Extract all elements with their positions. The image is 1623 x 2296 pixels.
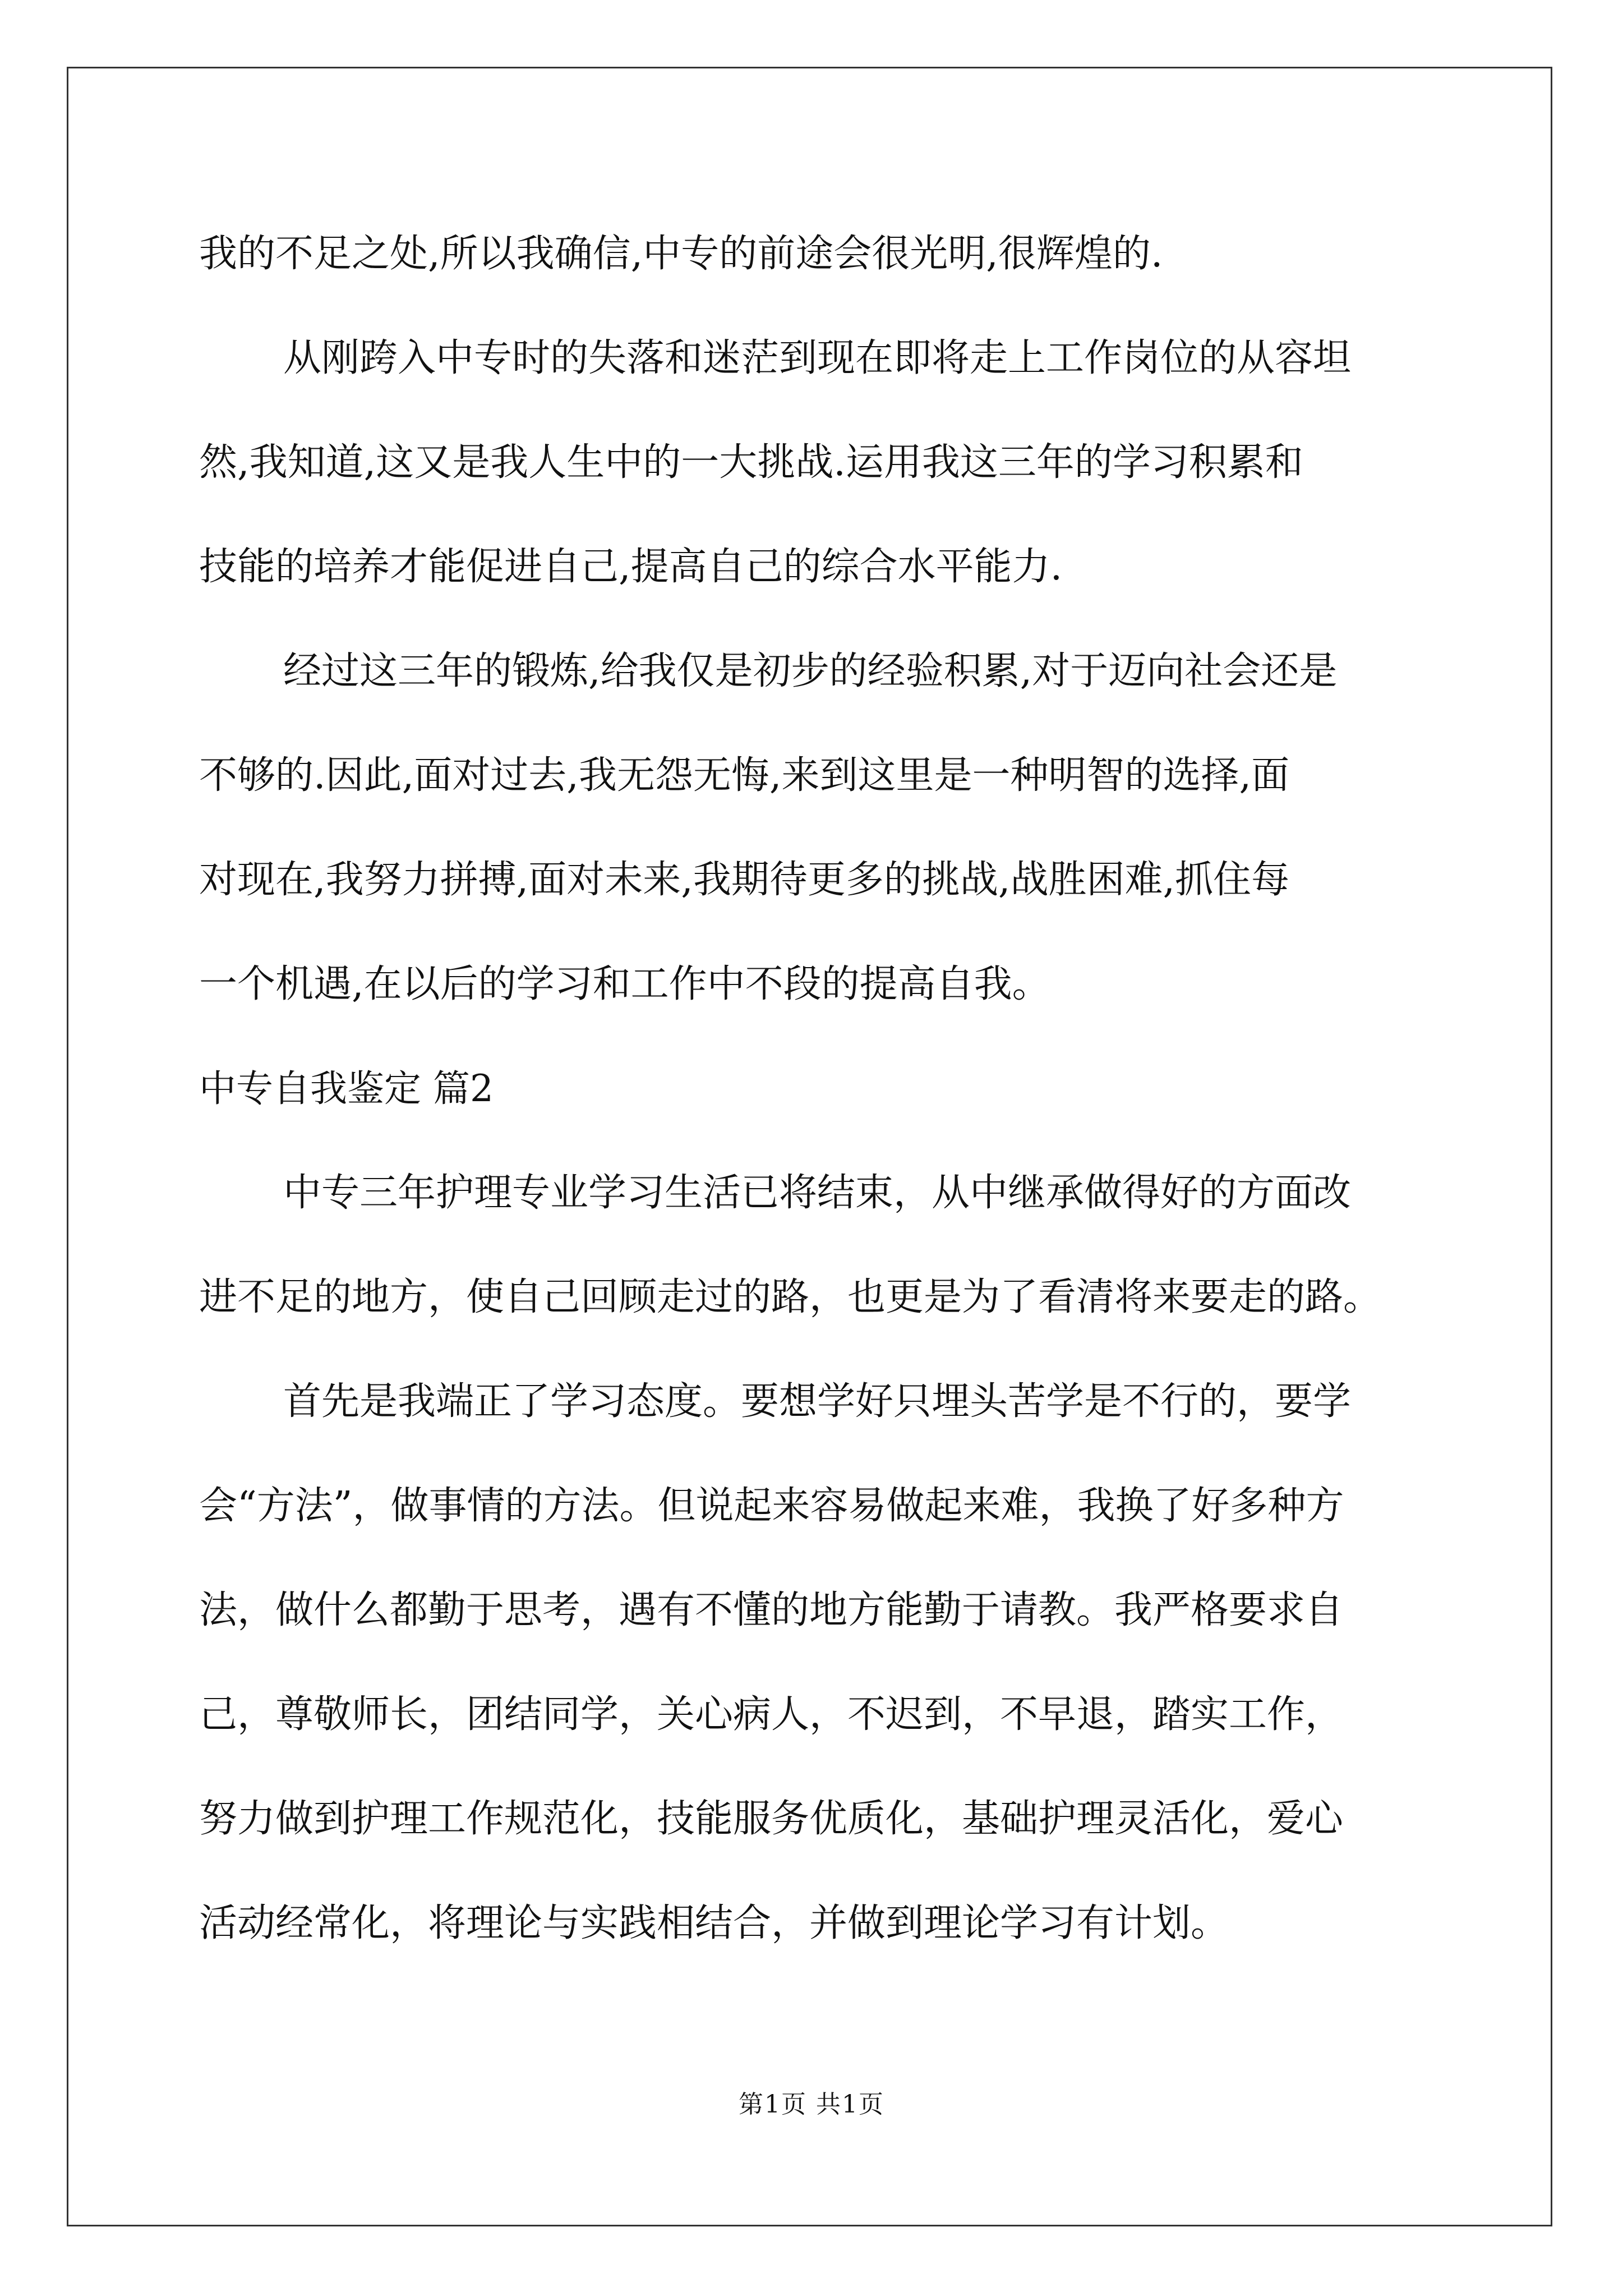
text-line: 我的不足之处,所以我确信,中专的前途会很光明,很辉煌的.: [199, 232, 1163, 276]
text-line: 然,我知道,这又是我人生中的一大挑战.运用我这三年的学习积累和: [199, 440, 1303, 485]
text-line: 经过这三年的锻炼,给我仅是初步的经验积累,对于迈向社会还是: [283, 649, 1338, 693]
page-footer: 第1页 共1页: [739, 2090, 884, 2119]
text-line: 对现在,我努力拼搏,面对未来,我期待更多的挑战,战胜困难,抓住每: [199, 858, 1290, 902]
section-heading: 中专自我鉴定 篇2: [199, 1067, 494, 1110]
document-body: [199, 202, 1467, 1976]
text-line: 己，尊敬师长，团结同学，关心病人，不迟到，不早退，踏实工作，: [199, 1692, 1344, 1737]
text-line: 从刚跨入中专时的失落和迷茫到现在即将走上工作岗位的从容坦: [283, 336, 1352, 380]
text-line: 技能的培养才能促进自己,提高自己的综合水平能力.: [199, 545, 1063, 589]
text-line: 不够的.因此,面对过去,我无怨无悔,来到这里是一种明智的选择,面: [199, 753, 1290, 798]
text-line: 进不足的地方，使自己回顾走过的路，也更是为了看清将来要走的路。: [199, 1275, 1382, 1319]
text-line: 法，做什么都勤于思考，遇有不懂的地方能勤于请教。我严格要求自: [199, 1588, 1344, 1632]
text-line: 会“方法”，做事情的方法。但说起来容易做起来难，我换了好多种方: [199, 1484, 1344, 1528]
text-line: 首先是我端正了学习态度。要想学好只埋头苦学是不行的，要学: [283, 1379, 1352, 1424]
text-line: 中专三年护理专业学习生活已将结束，从中继承做得好的方面改: [283, 1171, 1352, 1215]
text-line: 一个机遇,在以后的学习和工作中不段的提高自我。: [199, 962, 1050, 1006]
text-line: 努力做到护理工作规范化，技能服务优质化，基础护理灵活化，爱心: [199, 1797, 1344, 1841]
text-line: 活动经常化，将理论与实践相结合，并做到理论学习有计划。: [199, 1901, 1229, 1945]
